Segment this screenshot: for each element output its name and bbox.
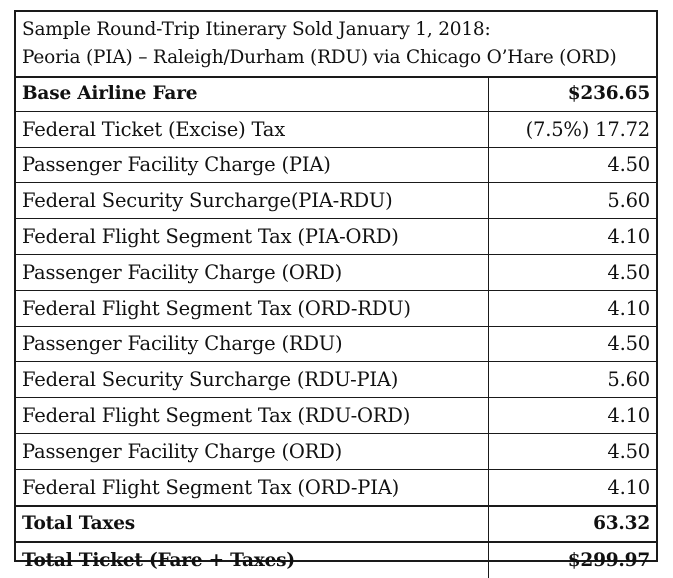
caption-line-2: Peoria (PIA) – Raleigh/Durham (RDU) via Chicago O’Hare (ORD) <box>22 47 617 68</box>
table-row <box>16 219 656 255</box>
row-amount: (7.5%) 17.72 <box>489 111 657 147</box>
table-row <box>16 111 656 147</box>
table-row <box>16 362 656 398</box>
row-amount: 5.60 <box>489 362 657 398</box>
table-row <box>16 433 656 469</box>
table-row <box>16 183 656 219</box>
fee-table <box>16 76 656 578</box>
row-amount: $299.97 <box>489 542 657 578</box>
row-label: Federal Flight Segment Tax (RDU-ORD) <box>16 398 489 434</box>
row-label: Federal Security Surcharge(PIA-RDU) <box>16 183 489 219</box>
row-label: Passenger Facility Charge (ORD) <box>16 433 489 469</box>
row-amount: 4.50 <box>489 254 657 290</box>
row-label: Total Ticket (Fare + Taxes) <box>16 542 489 578</box>
row-label: Base Airline Fare <box>16 76 489 111</box>
table-row <box>16 254 656 290</box>
row-label: Federal Ticket (Excise) Tax <box>16 111 489 147</box>
row-amount: 4.10 <box>489 398 657 434</box>
table-row <box>16 290 656 326</box>
row-amount: 4.50 <box>489 433 657 469</box>
row-amount: 63.32 <box>489 506 657 543</box>
row-label: Federal Flight Segment Tax (ORD-PIA) <box>16 469 489 505</box>
row-label: Passenger Facility Charge (PIA) <box>16 147 489 183</box>
table-row <box>16 147 656 183</box>
row-amount: 4.10 <box>489 290 657 326</box>
row-total-taxes <box>16 506 656 543</box>
row-base-fare <box>16 76 656 111</box>
row-label: Federal Flight Segment Tax (ORD-RDU) <box>16 290 489 326</box>
row-label: Passenger Facility Charge (ORD) <box>16 254 489 290</box>
row-amount: 5.60 <box>489 183 657 219</box>
row-amount: 4.10 <box>489 469 657 505</box>
row-label: Federal Flight Segment Tax (PIA-ORD) <box>16 219 489 255</box>
table-caption <box>16 12 656 78</box>
row-amount: $236.65 <box>567 82 650 104</box>
row-total-ticket <box>16 542 656 578</box>
row-label: Total Taxes <box>16 506 489 543</box>
caption-line-1: Sample Round-Trip Itinerary Sold January 1, 2018: <box>22 19 491 40</box>
row-amount: 4.50 <box>489 147 657 183</box>
table-row <box>16 469 656 505</box>
table-row <box>16 326 656 362</box>
row-amount: 4.50 <box>489 326 657 362</box>
itinerary-table-frame <box>14 10 658 572</box>
table-row <box>16 398 656 434</box>
row-label: Passenger Facility Charge (RDU) <box>16 326 489 362</box>
row-amount: 4.10 <box>489 219 657 255</box>
row-label: Federal Security Surcharge (RDU-PIA) <box>16 362 489 398</box>
